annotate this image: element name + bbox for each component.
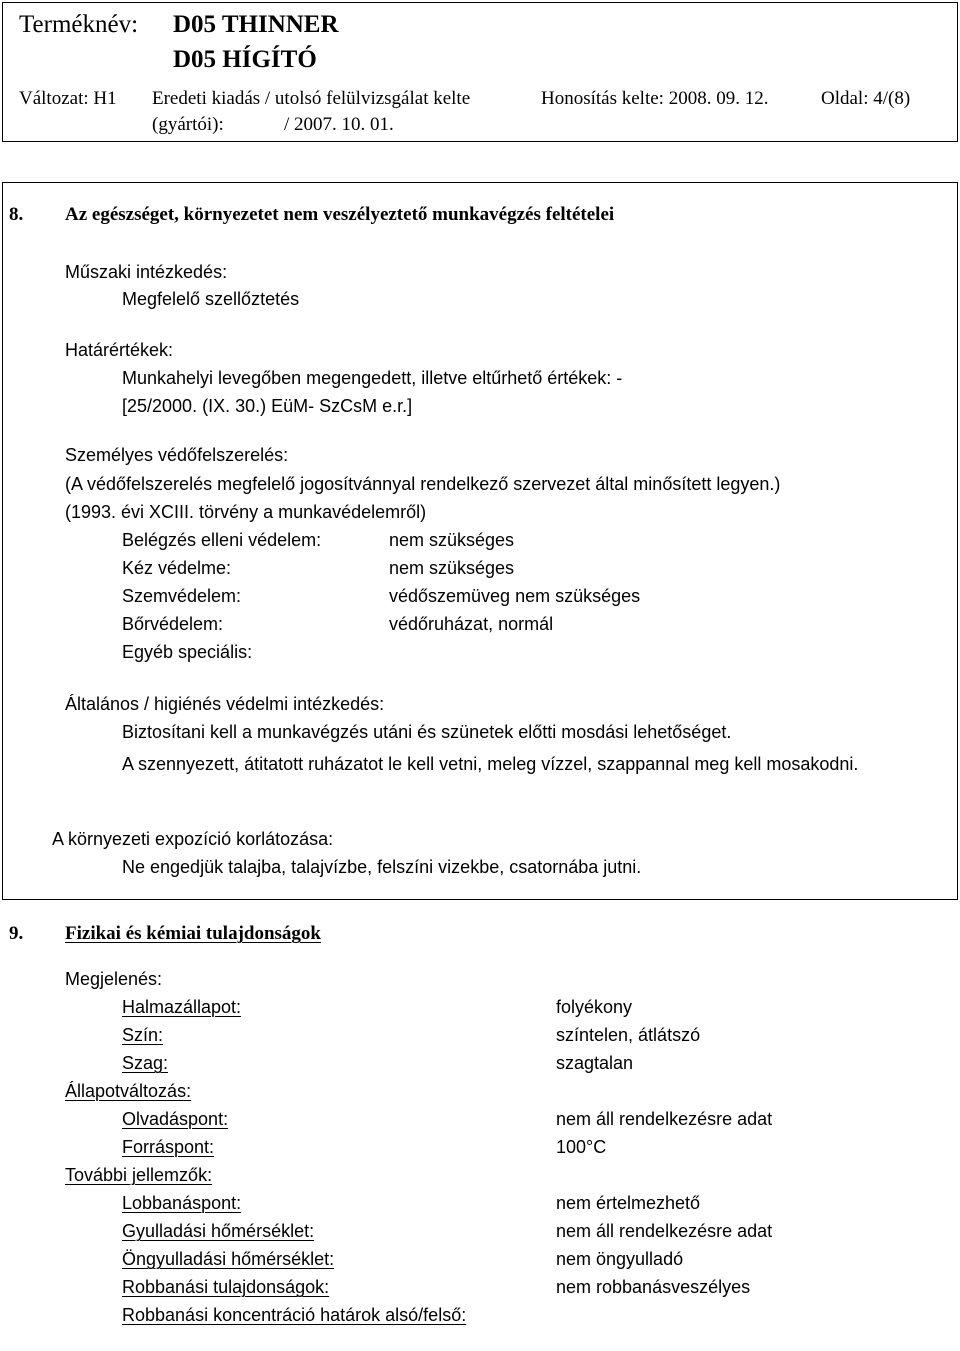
property-label: Halmazállapot: [122,997,242,1017]
ppe-item-label: Egyéb speciális: [122,642,253,662]
property-value: nem robbanásveszélyes [556,1277,751,1297]
product-name-2: D05 HÍGÍTÓ [173,46,317,73]
ppe-item-value: nem szükséges [389,530,515,550]
property-label: Forráspont: [122,1137,215,1157]
property-value: nem öngyullad​ó [556,1249,684,1269]
property-value: nem áll rendelkezésre adat [556,1109,773,1129]
appearance-label: Megjelenés: [65,969,163,989]
ppe-note-1: (A védőfelszerelés megfelelő jogosítvánnyal rendelkező szervezet által minősített legyen.) [65,474,781,494]
property-value: nem áll rendelkezésre adat [556,1221,773,1241]
page-number: Oldal: 4/(8) [821,88,911,109]
product-name-1: D05 THINNER [173,11,339,38]
version-label: Változat: H1 [19,88,117,109]
property-value: szagtalan [556,1053,634,1073]
section9-number: 9. [9,923,24,944]
approval-date: Honosítás kelte: 2008. 09. 12. [541,88,769,109]
more-properties-label: További jellemzők: [65,1165,213,1185]
state-change-label: Állapotváltozás: [65,1081,192,1101]
ppe-item-label: Szemvédelem: [122,586,242,606]
ppe-item-value: védőszemüveg nem szükséges [389,586,641,606]
product-label: Terméknév: [19,11,139,38]
property-label: Olvadáspont: [122,1109,229,1129]
property-label: Szag: [122,1053,169,1073]
ppe-note-2: (1993. évi XCIII. törvény a munkavédelemről) [65,502,427,522]
property-label: Gyulladási hőmérséklet: [122,1221,315,1241]
ppe-item-label: Kéz védelme: [122,558,232,578]
ppe-label: Személyes védőfelszerelés: [65,445,289,465]
property-value: színtelen, átlátszó [556,1025,701,1045]
hygiene-label: Általános / higiénés védelmi intézkedés: [65,694,385,714]
hygiene-line-1: Biztosítani kell a munkavégzés utáni és szünetek előtti mosdási lehetőséget. [122,722,732,742]
hygiene-line-2: A szennyezett, átitatott ruházatot le kell vetni, meleg vízzel, szappannal meg kell mosakodni. [122,754,859,774]
property-label: Robbanási tulajdonságok: [122,1277,330,1297]
property-label: Szín: [122,1025,164,1045]
env-value: Ne engedjük talajba, talajvízbe, felszíni vizekbe, csatornába jutni. [122,857,642,877]
issue-date: / 2007. 10. 01. [284,114,394,135]
tech-value: Megfelelő szellőztetés [122,289,300,309]
section8-number: 8. [9,204,24,225]
limits-line-2: [25/2000. (IX. 30.) EüM- SzCsM e.r.] [122,396,413,416]
property-value: folyékony [556,997,633,1017]
limits-label: Határértékek: [65,340,174,360]
issue-label-2: (gyártói): [152,114,224,135]
property-label: Öngyulladási hőmérséklet: [122,1249,335,1269]
section9-title: Fizikai és kémiai tulajdonságok [65,923,321,944]
issue-label-1: Eredeti kiadás / utolsó felülvizsgálat kelte [152,88,471,109]
limits-line-1: Munkahelyi levegőben megengedett, illetve eltűrhető értékek: - [122,368,623,388]
ppe-item-value: nem szükséges [389,558,515,578]
property-value: nem értelmezhető [556,1193,701,1213]
env-label: A környezeti expozíció korlátozása: [52,829,334,849]
ppe-item-label: Bőrvédelem: [122,614,224,634]
ppe-item-value: védőruházat, normál [389,614,554,634]
property-label: Robbanási koncentráció határok alsó/felső: [122,1305,467,1325]
property-value: 100°C [556,1137,607,1157]
section8-title: Az egészséget, környezetet nem veszélyeztető munkavégzés feltételei [65,204,615,225]
header-box [2,2,958,142]
ppe-item-label: Belégzés elleni védelem: [122,530,322,550]
property-label: Lobbanáspont: [122,1193,242,1213]
tech-label: Műszaki intézkedés: [65,262,228,282]
